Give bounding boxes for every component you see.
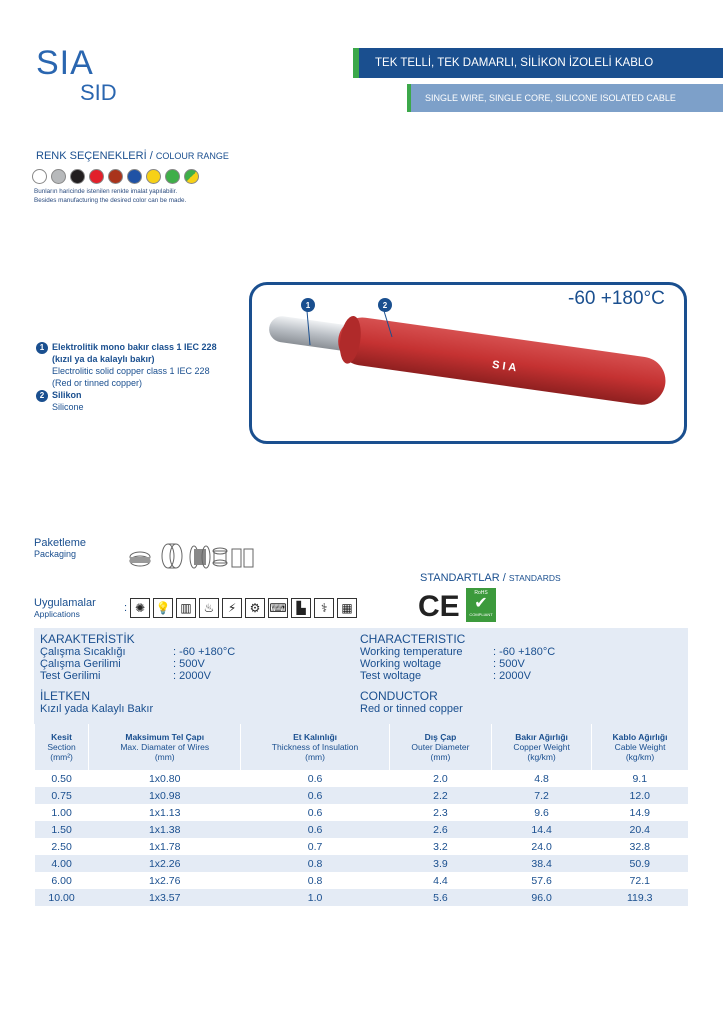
industry-icon: ▙ xyxy=(291,598,311,618)
box-icon xyxy=(232,549,253,567)
table-cell: 14.4 xyxy=(492,821,592,838)
characteristic-value: : 500V xyxy=(493,658,525,670)
lighting-icon: 💡 xyxy=(153,598,173,618)
oven-icon: ♨ xyxy=(199,598,219,618)
characteristic-value: : 500V xyxy=(173,658,205,670)
title-band-tr xyxy=(353,48,723,78)
colour-note xyxy=(34,187,186,205)
table-row xyxy=(35,804,689,821)
table-cell: 14.9 xyxy=(629,806,650,819)
column-header-unit: (kg/km) xyxy=(527,752,556,762)
column-header-unit: (mm) xyxy=(430,752,451,762)
product-code: SID xyxy=(80,80,117,105)
table-cell: 2.2 xyxy=(389,787,491,804)
column-header-en: Thickness of Insulation xyxy=(271,742,359,752)
table-cell: 38.4 xyxy=(492,855,592,872)
spool-icon xyxy=(213,548,227,566)
table-row xyxy=(35,770,689,787)
coil-icon xyxy=(130,552,150,566)
table-cell: 12.0 xyxy=(592,787,688,804)
column-header-tr: Et Kalınlığı xyxy=(293,732,337,742)
colour-swatch xyxy=(51,169,66,184)
characteristics-tr xyxy=(40,632,340,715)
applications-icons xyxy=(124,598,357,618)
table-cell: 1x2.76 xyxy=(148,874,181,887)
packaging-icons xyxy=(128,541,258,571)
column-header-unit: (mm) xyxy=(305,752,325,762)
component-list xyxy=(36,341,217,413)
table-row xyxy=(35,889,689,906)
rohs-badge xyxy=(466,588,496,622)
column-header xyxy=(35,724,89,770)
component-1 xyxy=(36,341,217,389)
characteristic-value: : 2000V xyxy=(493,670,531,682)
column-header-en: Section xyxy=(47,742,76,752)
characteristic-label: Test woltage xyxy=(360,670,422,682)
table-cell: 3.2 xyxy=(433,840,448,853)
table-cell: 119.3 xyxy=(592,889,688,906)
colour-swatch xyxy=(70,169,85,184)
temperature-range: -60 +180°C xyxy=(568,288,665,309)
table-row xyxy=(35,855,689,872)
electric-icon: ⚡ xyxy=(222,598,242,618)
table-cell: 0.6 xyxy=(241,787,389,804)
column-header-tr: Maksimum Tel Çapı xyxy=(125,732,205,742)
colour-range-title-tr: RENK SEÇENEKLERİ / xyxy=(36,150,153,162)
component-2-name-en: Silicone xyxy=(52,402,84,412)
table-cell: 1.00 xyxy=(51,806,72,819)
conductor-head-en: CONDUCTOR xyxy=(360,689,438,703)
component-1-name-tr: Elektrolitik mono bakır class 1 IEC 228 xyxy=(52,342,217,352)
standards-label-en: STANDARDS xyxy=(508,573,561,583)
colour-swatch xyxy=(108,169,123,184)
table-cell: 4.4 xyxy=(433,874,448,887)
characteristic-value: : -60 +180°C xyxy=(493,646,556,658)
callout-1: 1 xyxy=(301,298,315,312)
table-cell: 0.50 xyxy=(51,772,72,785)
colour-swatch xyxy=(32,169,47,184)
title-en: SINGLE WIRE, SINGLE CORE, SILICONE ISOLATED CABLE xyxy=(425,93,676,103)
colour-range-title xyxy=(36,150,229,162)
table-cell: 2.0 xyxy=(433,772,448,785)
characteristic-label: Çalışma Sıcaklığı xyxy=(40,646,126,658)
table-cell: 1x3.57 xyxy=(89,889,241,906)
column-header-en: Outer Diameter xyxy=(411,742,470,752)
component-2 xyxy=(36,389,217,413)
colour-swatch xyxy=(165,169,180,184)
callout-2: 2 xyxy=(378,298,392,312)
table-cell: 32.8 xyxy=(629,840,650,853)
table-cell: 2.3 xyxy=(433,806,448,819)
column-header xyxy=(241,724,389,770)
table-cell: 1x2.26 xyxy=(89,855,241,872)
column-header-en: Cable Weight xyxy=(614,742,666,752)
colour-swatch xyxy=(184,169,199,184)
standards-label xyxy=(420,572,561,584)
table-cell: 1.0 xyxy=(241,889,389,906)
colour-swatches xyxy=(32,169,199,184)
rohs-bottom: COMPLIANT xyxy=(469,612,493,617)
packaging-label-tr: Paketleme xyxy=(34,537,86,549)
table-cell: 0.7 xyxy=(307,840,323,853)
characteristic-label: Test Gerilimi xyxy=(40,670,101,682)
table-body xyxy=(35,770,689,906)
brand-title: SIA xyxy=(36,44,94,82)
packaging-label xyxy=(34,537,86,559)
column-header-en: Max. Diamater of Wires xyxy=(120,742,210,752)
column-header xyxy=(89,724,241,770)
table-cell: 0.6 xyxy=(307,772,323,785)
table-cell: 0.75 xyxy=(35,787,89,804)
table-cell: 4.8 xyxy=(534,772,549,785)
colour-swatch xyxy=(146,169,161,184)
table-cell: 72.1 xyxy=(629,874,650,887)
colour-note-en: Besides manufacturing the desired color can be made. xyxy=(34,197,187,204)
component-number-2: 2 xyxy=(36,390,48,402)
table-cell: 9.6 xyxy=(534,806,549,819)
applications-label-en: Applications xyxy=(34,609,80,619)
cable-specs-table xyxy=(34,724,688,906)
component-2-name-tr: Silikon xyxy=(52,390,82,400)
component-1-sub-en: (Red or tinned copper) xyxy=(52,378,143,388)
table-row xyxy=(35,787,689,804)
component-number-1: 1 xyxy=(36,342,48,354)
characteristics-head-en: CHARACTERISTIC xyxy=(360,632,466,646)
table-cell: 4.00 xyxy=(35,855,89,872)
conductor-value-en: Red or tinned copper xyxy=(360,703,463,715)
component-1-sub-tr: (kızıl ya da kalaylı bakır) xyxy=(52,354,155,364)
table-cell: 0.6 xyxy=(307,806,323,819)
table-cell: 57.6 xyxy=(531,874,552,887)
column-header xyxy=(492,724,592,770)
table-cell: 10.00 xyxy=(35,889,89,906)
checkmark-icon: ✔ xyxy=(474,595,488,612)
table-cell: 50.9 xyxy=(592,855,688,872)
table-cell: 24.0 xyxy=(531,840,552,853)
column-header-unit: (mm) xyxy=(154,752,175,762)
characteristic-label: Working woltage xyxy=(360,658,442,670)
colour-swatch xyxy=(89,169,104,184)
column-header-unit: (kg/km) xyxy=(625,752,655,762)
stove-icon: ⌨ xyxy=(268,598,288,618)
table-cell: 20.4 xyxy=(592,821,688,838)
table-cell: 96.0 xyxy=(492,889,592,906)
table-cell: 1x0.98 xyxy=(89,787,241,804)
column-header-unit: (mm²) xyxy=(50,752,73,762)
table-header-row xyxy=(35,724,689,770)
medical-icon: ⚕ xyxy=(314,598,334,618)
table-cell: 2.6 xyxy=(389,821,491,838)
table-cell: 0.8 xyxy=(241,855,389,872)
table-row xyxy=(35,872,689,889)
standards-label-tr: STANDARTLAR / xyxy=(420,572,506,584)
table-cell: 1x1.38 xyxy=(89,821,241,838)
heater-icon: ▥ xyxy=(176,598,196,618)
table-cell: 1x1.78 xyxy=(148,840,181,853)
characteristics-rows-tr xyxy=(40,646,340,682)
characteristic-value: : -60 +180°C xyxy=(173,646,236,658)
characteristics-rows-en xyxy=(360,646,680,682)
component-1-name-en: Electrolitic solid copper class 1 IEC 228 xyxy=(52,366,210,376)
cable-print: SIA xyxy=(491,358,521,375)
title-tr: TEK TELLİ, TEK DAMARLI, SİLİKON İZOLELİ KABLO xyxy=(375,57,654,69)
colour-swatch xyxy=(127,169,142,184)
reel-icon xyxy=(190,546,210,568)
table-row xyxy=(35,821,689,838)
column-header-tr: Kablo Ağırlığı xyxy=(612,732,668,742)
characteristics-en xyxy=(360,632,680,715)
table-cell: 1x0.80 xyxy=(148,772,181,785)
table-cell: 0.6 xyxy=(241,821,389,838)
column-header-en: Copper Weight xyxy=(513,742,570,752)
table-cell: 3.9 xyxy=(389,855,491,872)
title-band-en xyxy=(407,84,723,112)
table-cell: 9.1 xyxy=(632,772,648,785)
characteristic-label: Çalışma Gerilimi xyxy=(40,658,121,670)
applications-label xyxy=(34,597,96,619)
machine-icon: ⚙ xyxy=(245,598,265,618)
heating-icon: ✺ xyxy=(130,598,150,618)
table-cell: 2.50 xyxy=(51,840,72,853)
column-header xyxy=(389,724,491,770)
packaging-label-en: Packaging xyxy=(34,549,77,559)
characteristics-head-tr: KARAKTERİSTİK xyxy=(40,632,135,646)
table-cell: 5.6 xyxy=(389,889,491,906)
rohs-top: RoHS xyxy=(474,590,488,596)
table-cell: 1x1.13 xyxy=(148,806,181,819)
control-panel-icon: ▦ xyxy=(337,598,357,618)
column-header xyxy=(592,724,688,770)
column-header-tr: Dış Çap xyxy=(424,732,457,742)
table-cell: 6.00 xyxy=(51,874,72,887)
table-cell: 7.2 xyxy=(492,787,592,804)
applications-label-tr: Uygulamalar xyxy=(34,597,96,609)
column-header-tr: Kesit xyxy=(51,732,72,742)
conductor-value-tr: Kızıl yada Kalaylı Bakır xyxy=(40,703,154,715)
colour-note-tr: Bunların haricinde istenilen renkte imalat yapılabilir. xyxy=(34,188,178,195)
table-row xyxy=(35,838,689,855)
table-cell: 0.8 xyxy=(307,874,323,887)
column-header-tr: Bakır Ağırlığı xyxy=(515,732,568,742)
applications-colon: : xyxy=(124,602,128,614)
characteristic-label: Working temperature xyxy=(360,646,463,658)
colour-range-title-en: COLOUR RANGE xyxy=(155,151,229,161)
ce-mark: CE xyxy=(418,590,460,623)
table-cell: 1.50 xyxy=(35,821,89,838)
characteristic-value: : 2000V xyxy=(173,670,211,682)
conductor-head-tr: İLETKEN xyxy=(40,689,91,703)
drum-icon xyxy=(162,544,182,568)
